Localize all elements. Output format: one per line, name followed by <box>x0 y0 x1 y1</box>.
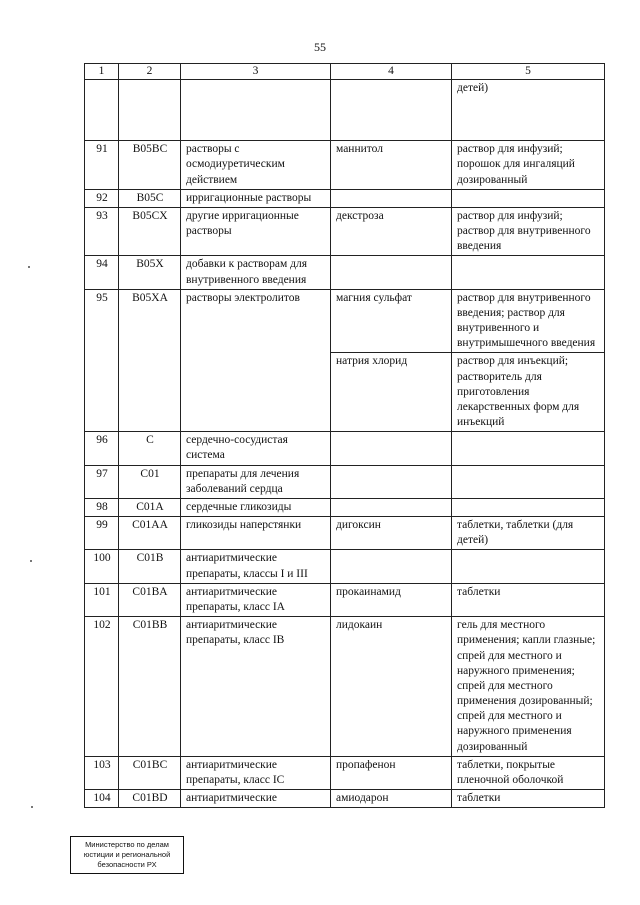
drug-name <box>331 256 452 289</box>
group-name: добавки к растворам для внутривенного введения <box>181 256 331 289</box>
header-col-4: 4 <box>331 64 452 80</box>
group-name: другие ирригационные растворы <box>181 207 331 256</box>
group-name: антиаритмические препараты, класс IA <box>181 583 331 616</box>
atc-code: B05BC <box>119 141 181 190</box>
group-name: ирригационные растворы <box>181 189 331 207</box>
atc-code: C01AA <box>119 517 181 550</box>
group-name <box>181 80 331 141</box>
dosage-form <box>452 465 605 498</box>
table-row <box>85 498 605 516</box>
row-number: 100 <box>85 550 119 583</box>
header-col-3: 3 <box>181 64 331 80</box>
group-name: растворы с осмодиуретическим действием <box>181 141 331 190</box>
dosage-form <box>452 550 605 583</box>
table-header-row <box>85 64 605 80</box>
scan-speck <box>28 266 30 268</box>
dosage-form <box>452 189 605 207</box>
dosage-form: детей) <box>452 80 605 141</box>
row-number: 94 <box>85 256 119 289</box>
ministry-stamp <box>70 836 184 874</box>
drug-name: натрия хлорид <box>331 353 452 432</box>
dosage-form <box>452 498 605 516</box>
row-number: 93 <box>85 207 119 256</box>
group-name: антиаритмические <box>181 790 331 808</box>
dosage-form: раствор для внутривенного введения; раствор для внутривенного и внутримышечного введения <box>452 289 605 353</box>
atc-code: C01 <box>119 465 181 498</box>
row-number: 99 <box>85 517 119 550</box>
dosage-form <box>452 432 605 465</box>
drug-name: лидокаин <box>331 617 452 757</box>
atc-code: B05CX <box>119 207 181 256</box>
stamp-line: безопасности РХ <box>97 860 157 870</box>
atc-code: C01BB <box>119 617 181 757</box>
scan-speck <box>31 806 33 808</box>
table-row <box>85 207 605 256</box>
dosage-form: таблетки, таблетки (для детей) <box>452 517 605 550</box>
stamp-line: юстиции и региональной <box>83 850 171 860</box>
drug-list-table <box>84 63 605 808</box>
group-name: препараты для лечения заболеваний сердца <box>181 465 331 498</box>
table-row <box>85 141 605 190</box>
page-number: 55 <box>314 40 326 54</box>
drug-name: пропафенон <box>331 756 452 789</box>
row-number: 96 <box>85 432 119 465</box>
drug-name: дигоксин <box>331 517 452 550</box>
drug-name <box>331 432 452 465</box>
row-number: 101 <box>85 583 119 616</box>
drug-name: амиодарон <box>331 790 452 808</box>
table-row <box>85 432 605 465</box>
row-number <box>85 80 119 141</box>
atc-code: C01B <box>119 550 181 583</box>
group-name: гликозиды наперстянки <box>181 517 331 550</box>
group-name: сердечно-сосудистая система <box>181 432 331 465</box>
table-row <box>85 289 605 353</box>
drug-name: декстроза <box>331 207 452 256</box>
drug-name <box>331 80 452 141</box>
header-col-5: 5 <box>452 64 605 80</box>
group-name: антиаритмические препараты, классы I и III <box>181 550 331 583</box>
drug-name: прокаинамид <box>331 583 452 616</box>
atc-code: C01BC <box>119 756 181 789</box>
row-number: 97 <box>85 465 119 498</box>
group-name: растворы электролитов <box>181 289 331 432</box>
table-row <box>85 517 605 550</box>
dosage-form: гель для местного применения; капли глазные; спрей для местного и наружного применения; спрей для местного применения дозированный; спрей для местного и наружного применения дозированный <box>452 617 605 757</box>
row-number: 98 <box>85 498 119 516</box>
table-row <box>85 550 605 583</box>
row-number: 102 <box>85 617 119 757</box>
table-row <box>85 256 605 289</box>
drug-name <box>331 498 452 516</box>
atc-code <box>119 80 181 141</box>
table-row <box>85 617 605 757</box>
group-name: антиаритмические препараты, класс IB <box>181 617 331 757</box>
table-row <box>85 583 605 616</box>
table-row <box>85 80 605 141</box>
atc-code: C01BD <box>119 790 181 808</box>
dosage-form: таблетки <box>452 790 605 808</box>
drug-name <box>331 189 452 207</box>
row-number: 92 <box>85 189 119 207</box>
drug-name <box>331 465 452 498</box>
dosage-form: раствор для инфузий; порошок для ингаляций дозированный <box>452 141 605 190</box>
row-number: 91 <box>85 141 119 190</box>
row-number: 103 <box>85 756 119 789</box>
header-col-1: 1 <box>85 64 119 80</box>
dosage-form: раствор для инфузий; раствор для внутривенного введения <box>452 207 605 256</box>
scan-speck <box>30 560 32 562</box>
drug-name: магния сульфат <box>331 289 452 353</box>
dosage-form: таблетки, покрытые пленочной оболочкой <box>452 756 605 789</box>
table-row <box>85 756 605 789</box>
atc-code: B05XA <box>119 289 181 432</box>
atc-code: C01BA <box>119 583 181 616</box>
drug-name <box>331 550 452 583</box>
dosage-form: таблетки <box>452 583 605 616</box>
dosage-form: раствор для инъекций; растворитель для приготовления лекарственных форм для инъекций <box>452 353 605 432</box>
atc-code: C <box>119 432 181 465</box>
atc-code: B05C <box>119 189 181 207</box>
table-row <box>85 189 605 207</box>
group-name: сердечные гликозиды <box>181 498 331 516</box>
atc-code: C01A <box>119 498 181 516</box>
table-row <box>85 465 605 498</box>
row-number: 95 <box>85 289 119 432</box>
row-number: 104 <box>85 790 119 808</box>
header-col-2: 2 <box>119 64 181 80</box>
atc-code: B05X <box>119 256 181 289</box>
drug-name: маннитол <box>331 141 452 190</box>
stamp-line: Министерство по делам <box>85 840 169 849</box>
dosage-form <box>452 256 605 289</box>
group-name: антиаритмические препараты, класс IC <box>181 756 331 789</box>
table-row <box>85 790 605 808</box>
